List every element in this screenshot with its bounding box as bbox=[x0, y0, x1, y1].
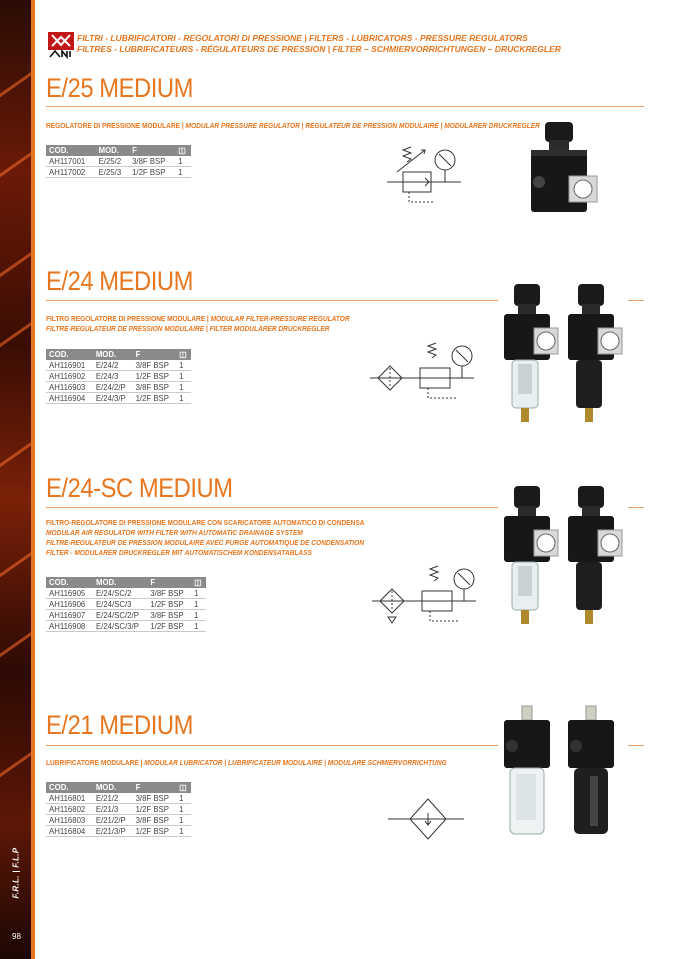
product-photo-e21 bbox=[500, 702, 628, 842]
col-model: MOD. bbox=[96, 145, 129, 156]
section-description: REGOLATORE DI PRESSIONE MODULARE | MODULAR PRESSURE REGULATOR | REGULATEUR DE PRESSION MODULAIRE | MODULARER DRUCKREGLER bbox=[46, 121, 540, 130]
package-icon: ◫ bbox=[191, 577, 206, 588]
package-icon: ◫ bbox=[176, 349, 191, 360]
section-divider bbox=[628, 507, 644, 508]
col-code: COD. bbox=[46, 349, 93, 360]
product-photo-e24 bbox=[500, 280, 628, 428]
col-thread: F bbox=[129, 145, 175, 156]
package-icon: ◫ bbox=[175, 145, 191, 156]
section-description: LUBRIFICATORE MODULARE | MODULAR LUBRICATOR | LUBRIFICATEUR MODULAIRE | MODULARE SCHMIERVORRICHTUNG bbox=[46, 758, 447, 767]
section-description: FILTRO REGOLATORE DI PRESSIONE MODULARE | MODULAR FILTER-PRESSURE REGULATOR FILTRE-REGULATEUR DE PRESSION MODULAIRE | FILTER MODULARER DRUCKREGLER bbox=[46, 314, 350, 333]
accent-stripe bbox=[31, 0, 35, 959]
spec-table bbox=[46, 349, 191, 404]
col-thread: F bbox=[147, 577, 191, 588]
col-model: MOD. bbox=[93, 782, 133, 793]
section-divider bbox=[46, 106, 644, 107]
filter-regulator-drain-schematic bbox=[372, 565, 482, 630]
table-row: AH116804 E/21/3/P 1/2F BSP 1 bbox=[46, 826, 191, 837]
section-divider bbox=[628, 300, 644, 301]
section-description: FILTRO-REGOLATORE DI PRESSIONE MODULARE CON SCARICATORE AUTOMATICO DI CONDENSA MODULAR AIR REGULATOR WITH FILTER WITH AUTOMATIC DRAINAGE SYSTEM FILTRE-REGULATEUR DE PRESSION MODULAIRE AVEC PURGE AUTOMATIQUE DE CONDENSATION FILTER - MODULARER DRUCKREGLER MIT AUTOMATISCHEM KONDENSATABLASS bbox=[46, 518, 365, 557]
col-model: MOD. bbox=[93, 349, 133, 360]
header-en: FILTERS - LUBRICATORS - PRESSURE REGULATORS bbox=[306, 33, 528, 43]
col-model: MOD. bbox=[93, 577, 147, 588]
lubricator-schematic bbox=[388, 795, 468, 847]
col-code: COD. bbox=[46, 782, 93, 793]
spec-table bbox=[46, 145, 191, 178]
header-categories bbox=[77, 33, 561, 55]
table-header-row bbox=[46, 145, 191, 156]
table-row: AH116908 E/24/SC/3/P 1/2F BSP 1 bbox=[46, 621, 206, 632]
col-thread: F bbox=[133, 349, 177, 360]
product-photo-e25 bbox=[525, 118, 603, 223]
page-number: 98 bbox=[12, 932, 21, 941]
section-title: E/25 MEDIUM bbox=[46, 73, 194, 103]
table-row: AH116904 E/24/3/P 1/2F BSP 1 bbox=[46, 393, 191, 404]
table-row: AH116907 E/24/SC/2/P 3/8F BSP 1 bbox=[46, 610, 206, 621]
spec-table bbox=[46, 577, 206, 632]
table-header-row bbox=[46, 349, 191, 360]
section-divider bbox=[628, 745, 644, 746]
filter-regulator-schematic bbox=[370, 340, 480, 408]
brand-logo bbox=[47, 31, 75, 59]
section-divider bbox=[46, 507, 498, 508]
table-row: AH116905 E/24/SC/2 3/8F BSP 1 bbox=[46, 588, 206, 599]
table-row: AH117001 E/25/2 3/8F BSP 1 bbox=[46, 156, 191, 167]
table-row: AH116901 E/24/2 3/8F BSP 1 bbox=[46, 360, 191, 371]
section-divider bbox=[46, 745, 498, 746]
package-icon: ◫ bbox=[176, 782, 191, 793]
table-header-row bbox=[46, 577, 206, 588]
table-row: AH116803 E/21/2/P 3/8F BSP 1 bbox=[46, 815, 191, 826]
col-code: COD. bbox=[46, 577, 93, 588]
table-row: AH116902 E/24/3 1/2F BSP 1 bbox=[46, 371, 191, 382]
table-header-row bbox=[46, 782, 191, 793]
regulator-schematic bbox=[385, 140, 465, 210]
table-row: AH116906 E/24/SC/3 1/2F BSP 1 bbox=[46, 599, 206, 610]
header-it: FILTRI - LUBRIFICATORI - REGOLATORI DI PRESSIONE | bbox=[77, 33, 307, 43]
table-row: AH116802 E/21/3 1/2F BSP 1 bbox=[46, 804, 191, 815]
table-row: AH116903 E/24/2/P 3/8F BSP 1 bbox=[46, 382, 191, 393]
product-photo-e24sc bbox=[500, 482, 628, 630]
side-section-label: F.R.L. | F.L.P bbox=[11, 847, 21, 899]
table-row: AH117002 E/25/3 1/2F BSP 1 bbox=[46, 167, 191, 178]
spec-table bbox=[46, 782, 191, 837]
section-divider bbox=[46, 300, 498, 301]
sidebar-decoration bbox=[0, 0, 31, 959]
col-code: COD. bbox=[46, 145, 96, 156]
header-fr: FILTRES - LUBRIFICATEURS - RÉGULATEURS DE PRESSION | bbox=[77, 44, 331, 54]
section-title: E/24-SC MEDIUM bbox=[46, 473, 233, 503]
table-row: AH116801 E/21/2 3/8F BSP 1 bbox=[46, 793, 191, 804]
section-title: E/21 MEDIUM bbox=[46, 710, 194, 740]
section-title: E/24 MEDIUM bbox=[46, 266, 194, 296]
header-de: FILTER – SCHMIERVORRICHTUNGEN – DRUCKREGLER bbox=[330, 44, 561, 54]
col-thread: F bbox=[133, 782, 177, 793]
